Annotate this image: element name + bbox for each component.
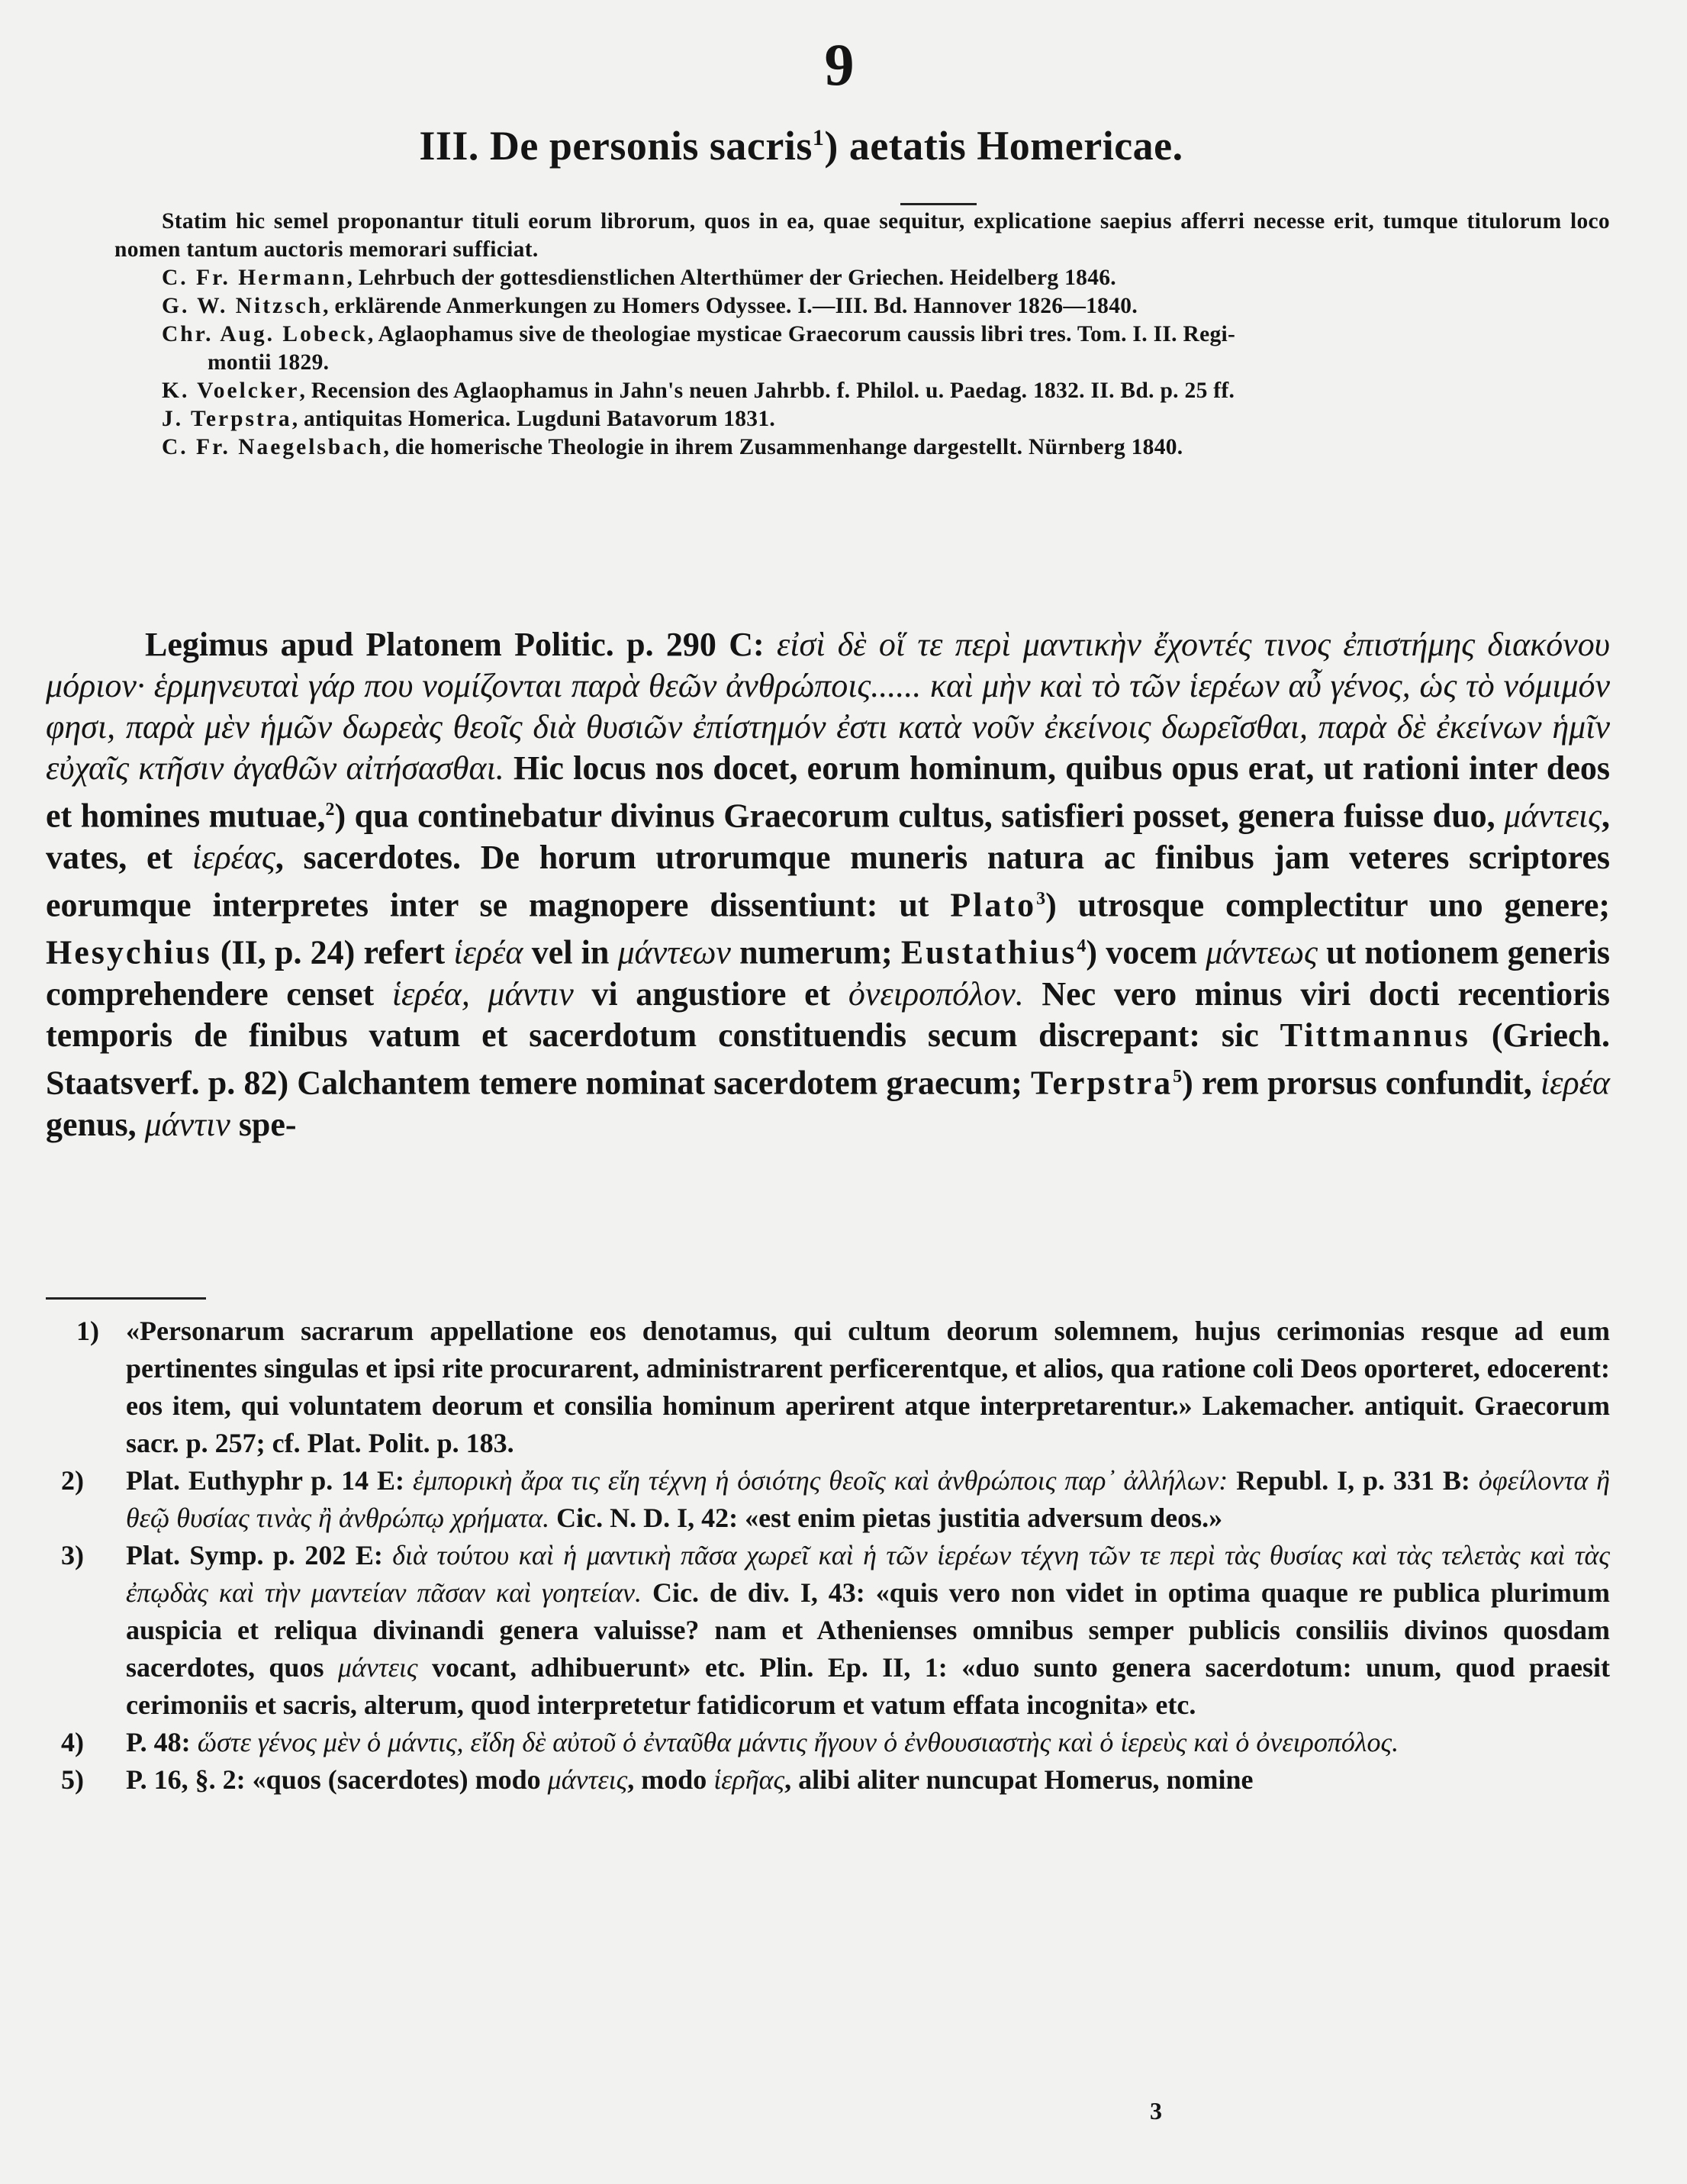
greek-term: μάντεις — [547, 1764, 628, 1795]
bibliography-author: K. Voelcker — [162, 378, 300, 403]
footnote-separator — [46, 1297, 206, 1300]
author-name: Eustathius — [900, 933, 1077, 971]
main-paragraph — [46, 624, 1610, 1145]
footnote-mark: 4 — [1077, 936, 1087, 957]
text-run: ) vocem — [1086, 933, 1206, 971]
bibliography-entry — [114, 433, 1610, 462]
greek-quote: ἐμπορικὴ ἄρα τις εἴη τέχνη ἡ ὁσιότης θεοῖς καὶ ἀνθρώποις παρ᾽ ἀλλήλων: — [412, 1465, 1228, 1496]
greek-quote: ὀφείλοντα ἢ θεῷ θυσίας τινὰς ἢ ἀνθρώπῳ χρήματα. — [126, 1465, 1610, 1533]
text-run: Hic locus nos docet, eorum hominum, quibus opus erat, ut rationi inter deos et homines mutuae, — [46, 749, 1610, 835]
bibliography-entry — [114, 264, 1610, 292]
footnote-mark: 2 — [325, 800, 335, 820]
text-run: (II, p. 24) refert — [211, 933, 454, 971]
bibliography-entry — [114, 292, 1610, 321]
footnote-3 — [46, 1537, 1610, 1724]
footnote-5 — [46, 1761, 1610, 1799]
bibliography-title: , antiquitas Homerica. Lugduni Batavorum 1831. — [291, 407, 776, 431]
greek-term: ἱερέα — [453, 933, 523, 971]
bibliography-entry — [114, 405, 1610, 433]
footnote-number: 2) — [61, 1465, 84, 1496]
footnote-text: vocant, adhibuerunt» etc. Plin. Ep. II, 1: «duo sunto genera sacerdotum: unum, quod praesit cerimoniis et sacris, alterum, quod interpretetur fatidicorum et vatum effata incognita» etc. — [126, 1652, 1611, 1720]
author-name: Hesychius — [46, 933, 212, 971]
bibliography-title: , die homerische Theologie in ihrem Zusammenhange dargestellt. Nürnberg 1840. — [383, 435, 1183, 459]
footnote-text: , alibi aliter nuncupat Homerus, nomine — [784, 1764, 1254, 1795]
author-name: Plato — [950, 886, 1037, 924]
text-run: ut notionem generis comprehendere censet — [46, 933, 1610, 1013]
bibliography-title: , Lehrbuch der gottesdienstlichen Alterthümer der Griechen. Heidelberg 1846. — [346, 266, 1116, 290]
section-title — [229, 122, 1373, 169]
text-run: vi angustiore et — [573, 974, 848, 1013]
footnote-number: 3) — [61, 1540, 84, 1570]
author-name: Tittmannus — [1280, 1016, 1470, 1054]
text-run: spe- — [230, 1105, 297, 1143]
greek-term: μάντεις — [1504, 797, 1602, 835]
text-run: , sacerdotes. De horum utrorumque muneris natura ac finibus jam veteres scriptores eorumque interpretes inter se magnopere dissentiunt: ut — [46, 838, 1610, 924]
greek-quote: ὥστε γένος μὲν ὁ μάντις, εἴδη δὲ αὐτοῦ ὁ ἐνταῦθα μάντις ἤγουν ὁ ἐνθουσιαστὴς καὶ ὁ ἱερεὺς καὶ ὁ ὀνειροπόλος. — [197, 1727, 1399, 1757]
footnote-text: Republ. I, p. 331 B: — [1228, 1465, 1479, 1496]
footnote-mark: 3 — [1036, 888, 1046, 909]
text-run: , vates, et — [46, 797, 1610, 876]
text-run: numerum; — [730, 933, 901, 971]
greek-term: μάντιν — [144, 1105, 230, 1143]
footnote-1 — [46, 1313, 1610, 1462]
greek-term: ἱερῆας — [713, 1764, 785, 1795]
bibliography-author: G. W. Nitzsch — [162, 294, 324, 318]
bibliography-entry — [114, 321, 1610, 377]
greek-quote: διὰ τούτου καὶ ἡ μαντικὴ πᾶσα χωρεῖ καὶ ἡ τῶν ἱερέων τέχνη τῶν τε περὶ τὰς θυσίας καὶ τὰς τελετὰς καὶ τὰς ἐπῳδὰς καὶ τὴν μαντείαν πᾶσαν καὶ γοητείαν. — [126, 1540, 1610, 1608]
bibliography-author: J. Terpstra — [162, 407, 292, 431]
bibliography-title: , erklärende Anmerkungen zu Homers Odyssee. I.—III. Bd. Hannover 1826—1840. — [323, 294, 1138, 318]
text-run: ) rem prorsus confundit, — [1182, 1064, 1541, 1102]
greek-term: μάντεις — [337, 1652, 418, 1683]
footnote-text: P. 48: — [126, 1727, 198, 1757]
footnote-number: 4) — [61, 1727, 84, 1757]
text-run: Legimus apud Platonem Politic. p. 290 C: — [145, 626, 777, 663]
footnote-text: Cic. de div. I, 43: «quis vero non videt in optima quaque re publica plurimum auspicia et reliqua divinandi genera valuisse? nam et Athenienses omnibus semper publicis consiliis divinos quosdam sacerdotes, quos — [126, 1577, 1611, 1683]
greek-quote: εἰσὶ δὲ οἵ τε περὶ μαντικὴν ἔχοντές τινος ἐπιστήμης διακόνου μόριον· ἑρμηνευταὶ γάρ που νομίζονται παρὰ θεῶν ἀνθρώποις...... καὶ μὴν καὶ τὸ τῶν ἱερέων αὖ γένος, ὡς τὸ νόμιμόν φησι, παρὰ μὲν ἡμῶν δωρεὰς θεοῖς διὰ θυσιῶν ἐπίστημόν ἐστι κατὰ νοῦν ἐκείνοις δωρεῖσθαι, παρὰ δὲ ἐκείνων ἡμῖν εὐχαῖς κτῆσιν ἀγαθῶν αἰτήσασθαι. — [46, 626, 1611, 787]
page-number: 9 — [824, 31, 855, 98]
footnote-text: «Personarum sacrarum appellatione eos denotamus, qui cultum deorum solemnem, hujus cerimonias resque ad eum pertinentes singulas et ipsi rite procurarent, administrarent perficerentque, et alios, qua ratione coli Deos oporteret, edocerent: eos item, qui voluntatem deorum et consilia hominum aperirent atque interpretarentur.» Lakemacher. antiquit. Graecorum sacr. p. 257; cf. Plat. Polit. p. 183. — [126, 1316, 1610, 1458]
bibliography-title: , Aglaophamus sive de theologiae mysticae Graecorum caussis libri tres. Tom. I. II. Regi- — [367, 322, 1236, 346]
footnote-text: Cic. N. D. I, 42: «est enim pietas justitia adversum deos.» — [549, 1503, 1223, 1533]
footnote-number: 1) — [76, 1316, 99, 1346]
title-text-end: ) aetatis Homericae. — [824, 123, 1183, 169]
bibliography-entry — [114, 377, 1610, 405]
title-text: III. De personis sacris — [419, 123, 813, 169]
greek-term: ὀνειροπόλον. — [848, 974, 1024, 1013]
greek-term: ἱερέα, μάντιν — [391, 974, 574, 1013]
text-run: Nec vero minus viri docti recentioris temporis de finibus vatum et sacerdotum constituendis secum discrepant: sic — [46, 974, 1610, 1054]
text-run: vel in — [523, 933, 618, 971]
text-run: ) utrosque complectitur uno genere; — [1045, 886, 1610, 924]
main-text — [46, 624, 1610, 1145]
text-run: (Griech. Staatsverf. p. 82) Calchantem temere nominat sacerdotem graecum; — [46, 1016, 1610, 1102]
footnote-4 — [46, 1724, 1610, 1761]
footnote-number: 5) — [61, 1764, 84, 1795]
bibliography-intro: Statim hic semel proponantur tituli eorum librorum, quos in ea, quae sequitur, explicatione saepius afferri necesse erit, tumque titulorum loco nomen tantum auctoris memorari sufficiat. — [114, 209, 1610, 262]
author-name: Terpstra — [1031, 1064, 1173, 1102]
bibliography-author: C. Fr. Hermann — [162, 266, 347, 290]
title-rule — [900, 203, 977, 205]
signature-mark: 3 — [1150, 2097, 1162, 2124]
footnote-2 — [46, 1462, 1610, 1537]
footnotes — [46, 1313, 1610, 1799]
greek-term: μάντεως — [1206, 933, 1318, 971]
footnote-text: Plat. Euthyphr p. 14 E: — [126, 1465, 413, 1496]
footnote-text: Plat. Symp. p. 202 E: — [126, 1540, 393, 1570]
footnote-text: , modo — [627, 1764, 714, 1795]
footnote-text: P. 16, §. 2: «quos (sacerdotes) modo — [126, 1764, 548, 1795]
text-run: ) qua continebatur divinus Graecorum cultus, satisfieri posset, genera fuisse duo, — [334, 797, 1505, 835]
bibliography — [114, 208, 1610, 462]
bibliography-author: C. Fr. Naegelsbach — [162, 435, 384, 459]
greek-term: ἱερέα — [1540, 1064, 1611, 1102]
greek-term: μάντεων — [617, 933, 731, 971]
bibliography-author: Chr. Aug. Lobeck — [162, 322, 368, 346]
footnote-mark: 5 — [1173, 1066, 1183, 1087]
bibliography-continuation: montii 1829. — [208, 350, 330, 375]
bibliography-title: , Recension des Aglaophamus in Jahn's neuen Jahrbb. f. Philol. u. Paedag. 1832. II. Bd. p. 25 ff. — [299, 378, 1235, 403]
title-note-mark: 1 — [812, 125, 825, 150]
greek-term: ἱερέας — [192, 838, 275, 876]
text-run: genus, — [46, 1105, 145, 1143]
